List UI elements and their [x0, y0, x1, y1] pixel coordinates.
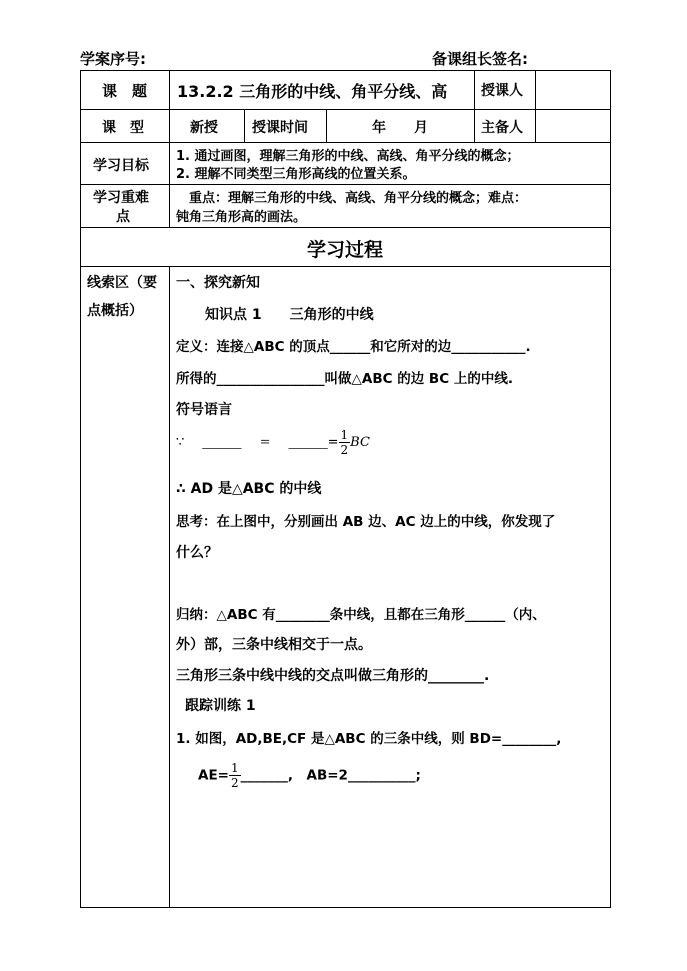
teacher-label: 授课人	[481, 83, 523, 99]
key-label-1: 学习重难	[93, 190, 149, 206]
ae-blank-and-ab: _______, AB=2__________;	[240, 767, 421, 784]
segment-bc: BC	[350, 435, 370, 450]
type-label: 课 型	[102, 120, 144, 136]
fraction-denominator: 2	[340, 443, 349, 457]
exercise-1-line: 1. 如图，AD,BE,CF 是△ABC 的三条中线，则 BD=________,	[176, 731, 562, 747]
key-line-1: 重点：理解三角形的中线、高线、角平分线的概念；难点：	[176, 191, 528, 206]
equals-1: =	[259, 435, 271, 450]
signature-label: 备课组长签名:	[432, 50, 528, 68]
equals-2: =	[327, 435, 339, 450]
goal-2: 2. 理解不同类型三角形高线的位置关系。	[176, 167, 416, 182]
prep-label: 主备人	[481, 120, 523, 136]
side-label-2: 点概括）	[87, 303, 143, 319]
ae-label: AE=	[198, 767, 229, 784]
time-label: 授课时间	[252, 120, 308, 136]
ae-fraction-denominator: 2	[230, 776, 239, 790]
think-line-2: 什么？	[176, 545, 218, 561]
section-heading: 一、探究新知	[176, 275, 260, 291]
definition-line-1: 定义：连接△ABC 的顶点______和它所对的边___________.	[176, 339, 531, 355]
goal-1: 1. 通过画图，理解三角形的中线、高线、角平分线的概念；	[176, 149, 520, 164]
exercise-1-answers	[198, 761, 421, 790]
goal-label: 学习目标	[93, 158, 149, 174]
summary-line-2: 外）部，三条中线相交于一点。	[176, 637, 372, 653]
blank-1: ______	[202, 435, 242, 450]
therefore-line: ∴ AD 是△ABC 的中线	[176, 481, 322, 497]
definition-line-2: 所得的________________叫做△ABC 的边 BC 上的中线.	[176, 371, 513, 387]
topic-label: 课 题	[102, 82, 148, 100]
symbol-expression	[176, 428, 370, 457]
blank-2: ______	[288, 435, 328, 450]
topic-value: 13.2.2 三角形的中线、角平分线、高	[177, 82, 448, 101]
symbol-language-label: 符号语言	[176, 402, 232, 418]
type-value: 新授	[190, 120, 218, 136]
centroid-line: 三角形三条中线中线的交点叫做三角形的________.	[176, 668, 490, 684]
key-line-2: 钝角三角形高的画法。	[176, 210, 307, 225]
process-title: 学习过程	[306, 239, 383, 261]
half-fraction	[339, 428, 351, 457]
date-text: 年 月	[372, 120, 428, 136]
ae-fraction-numerator: 1	[230, 761, 239, 775]
fraction-numerator: 1	[340, 428, 349, 442]
summary-line-1: 归纳：△ABC 有________条中线，且都在三角形______（内、	[176, 607, 546, 623]
side-label-1: 线索区（要	[87, 275, 157, 291]
key-label-2: 点	[116, 209, 130, 225]
knowledge-point: 知识点 1 三角形的中线	[205, 307, 374, 323]
doc-number-label: 学案序号:	[80, 50, 146, 68]
think-line-1: 思考：在上图中，分别画出 AB 边、AC 边上的中线，你发现了	[176, 514, 556, 530]
ae-fraction	[229, 761, 241, 790]
practice-heading: 跟踪训练 1	[185, 698, 256, 714]
because-symbol: ∵	[176, 435, 185, 450]
